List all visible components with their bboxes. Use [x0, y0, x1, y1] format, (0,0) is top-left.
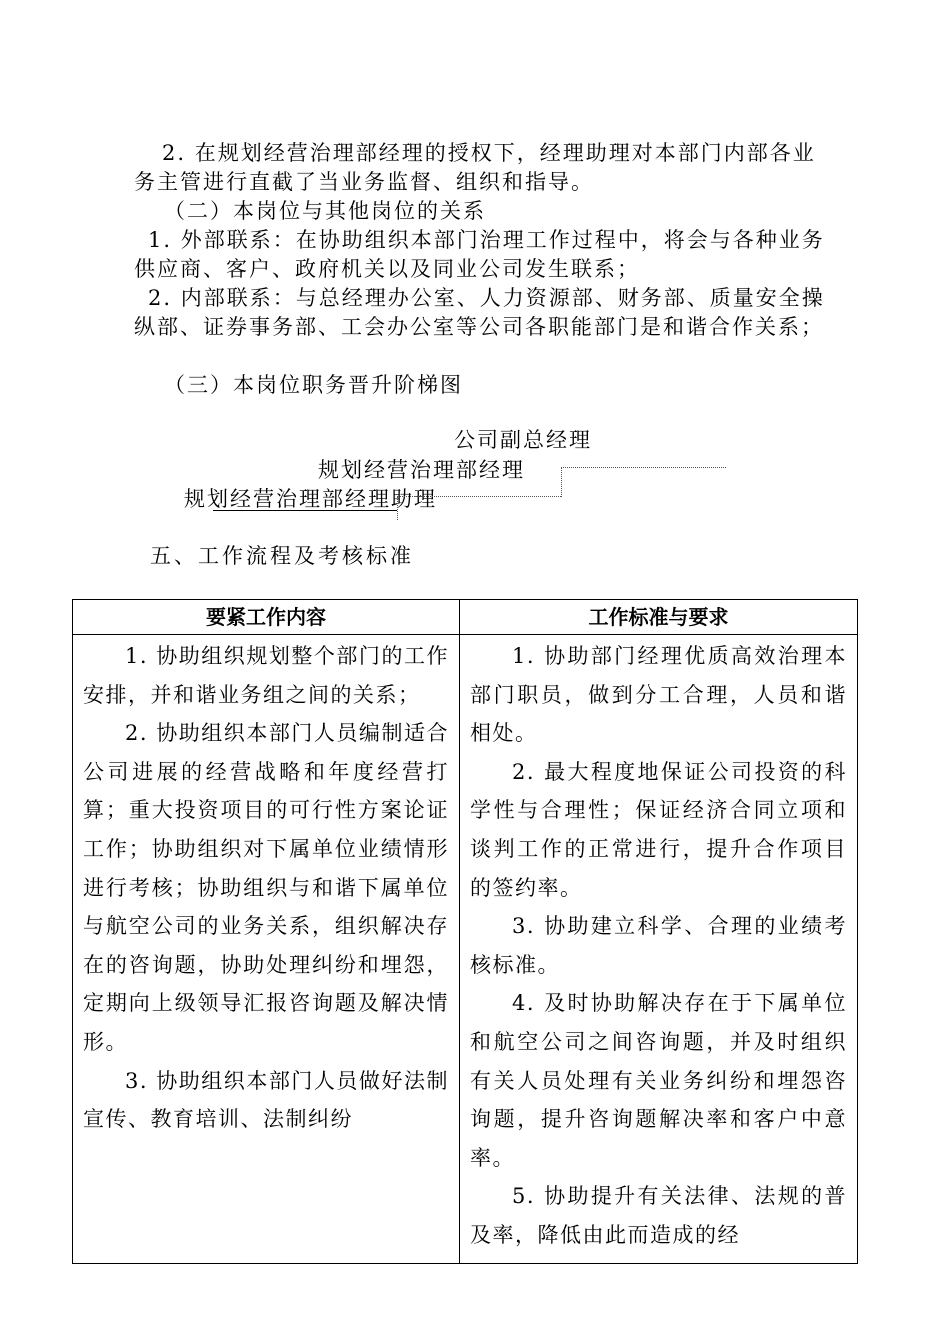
list-item: 5. 协助提升有关法律、法规的普及率，降低由此而造成的经 [470, 1184, 847, 1247]
ladder-level-vice-gm: 公司副总经理 [454, 428, 592, 452]
list-item: 2. 协助组织本部门人员编制适合公司进展的经营战略和年度经营打算；重大投资项目的可行性方案论证工作；协助组织对下属单位业绩情形进行考核；协助组织与和谐下属单位与航空公司的业务关系，组织解决存在的咨询题，协助处理纠纷和埋怨，定期向上级领导汇报咨询题及解决情形。 [83, 721, 449, 1054]
ladder-connector-top [561, 467, 726, 468]
table-row [73, 635, 858, 1264]
list-item: 4. 及时协助解决存在于下属单位和航空公司之间咨询题，并及时组织有关人员处理有关业务纠纷和埋怨咨询题，提升咨询题解决率和客户中意率。 [470, 991, 847, 1170]
ladder-connector-mid [397, 496, 561, 497]
heading-relations: （二）本岗位与其他岗位的关系 [164, 199, 486, 223]
ladder-connector-vertical-mid [397, 496, 398, 520]
table-cell-standards [460, 635, 858, 1264]
list-item: 3. 协助建立科学、合理的业绩考核标准。 [470, 914, 847, 977]
list-item: 2. 最大程度地保证公司投资的科学性与合理性；保证经济合同立项和谈判工作的正常进行，提升合作项目的签约率。 [470, 759, 847, 900]
section-title-workflow: 五、工作流程及考核标准 [150, 544, 414, 568]
ladder-level-manager: 规划经营治理部经理 [318, 458, 525, 482]
list-item: 3. 协助组织本部门人员做好法制宣传、教育培训、法制纠纷 [83, 1068, 449, 1132]
heading-promotion-ladder: （三）本岗位职务晋升阶梯图 [164, 373, 463, 397]
workflow-standards-table [72, 599, 858, 1264]
table-header-standards: 工作标准与要求 [460, 600, 858, 635]
ladder-level-assistant: 规划经营治理部经理助理 [184, 487, 437, 511]
ladder-underline [213, 510, 397, 511]
table-cell-main-work [73, 635, 460, 1264]
list-item: 1. 协助组织规划整个部门的工作安排，并和谐业务组之间的关系； [83, 644, 449, 707]
paragraph-authorization: 2. 在规划经营治理部经理的授权下，经理助理对本部门内部各业务主管进行直截了当业务监督、组织和指导。 [134, 141, 816, 194]
paragraph-internal-relations: 2. 内部联系：与总经理办公室、人力资源部、财务部、质量安全操纵部、证券事务部、工会办公室等公司各职能部门是和谐合作关系； [134, 286, 825, 339]
list-item: 1. 协助部门经理优质高效治理本部门职员，做到分工合理，人员和谐相处。 [470, 644, 847, 746]
table-header-main-work: 要紧工作内容 [73, 600, 460, 635]
ladder-connector-vertical-top [561, 467, 562, 497]
paragraph-external-relations: 1. 外部联系：在协助组织本部门治理工作过程中，将会与各种业务供应商、客户、政府机关以及同业公司发生联系； [134, 228, 825, 281]
table-header-row [73, 600, 858, 635]
